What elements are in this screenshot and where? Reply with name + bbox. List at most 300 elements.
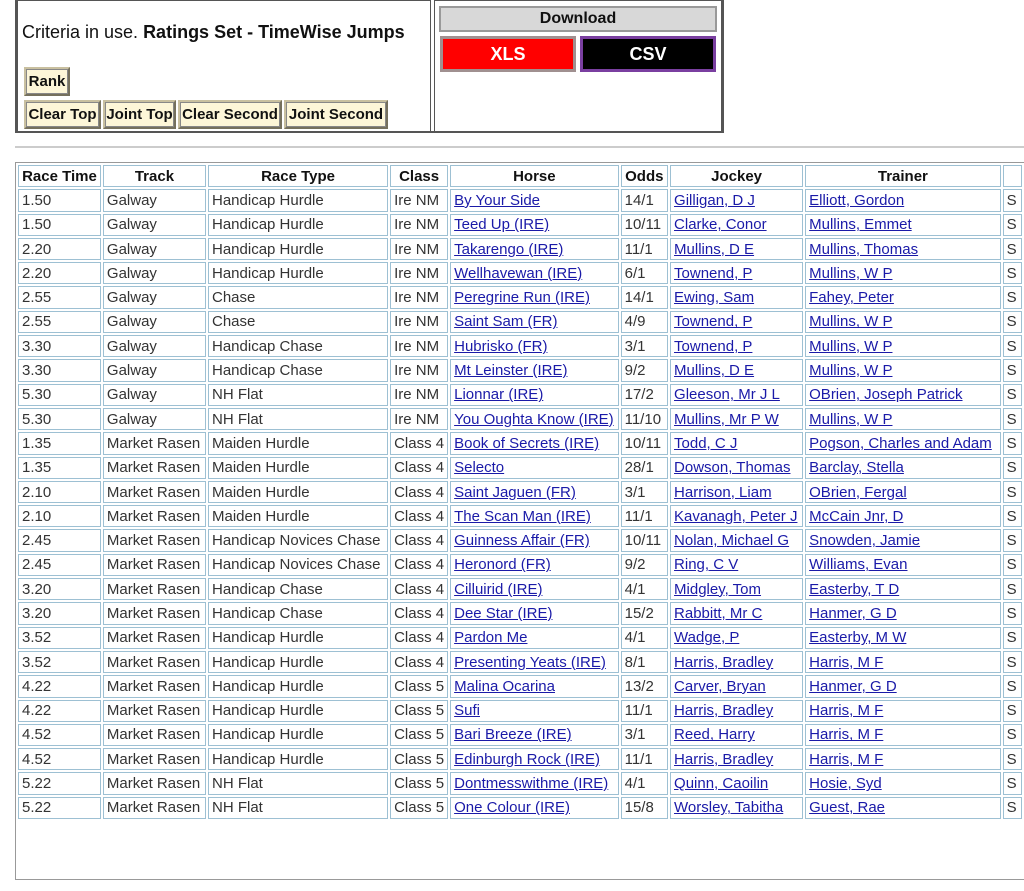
table-row [18,457,1022,479]
criteria-text [22,22,405,43]
horse-cell [450,724,619,746]
header-trainer[interactable]: Trainer [805,165,1000,187]
extra-cell: S [1003,505,1022,527]
jockey-cell [670,214,803,236]
track-cell: Galway [103,359,206,381]
extra-cell: S [1003,214,1022,236]
jockey-cell [670,748,803,770]
horse-link[interactable]: The Scan Man (IRE) [454,507,591,525]
header-race-time[interactable]: Race Time [18,165,101,187]
jockey-link[interactable]: Mullins, Mr P W [674,410,779,428]
odds-cell: 10/11 [621,214,668,236]
horse-link[interactable]: Saint Jaguen (FR) [454,483,576,501]
extra-cell: S [1003,189,1022,211]
jockey-link[interactable]: Harris, Bradley [674,653,774,671]
track-cell: Market Rasen [103,602,206,624]
horse-link[interactable]: Saint Sam (FR) [454,313,558,331]
header-extra[interactable] [1003,165,1022,187]
trainer-link[interactable]: Pogson, Charles and Adam [809,434,992,452]
jockey-link[interactable]: Clarke, Conor [674,216,767,234]
race-type-cell: Handicap Hurdle [208,675,388,697]
trainer-link[interactable]: Snowden, Jamie [809,532,921,550]
extra-cell: S [1003,772,1022,794]
trainer-link[interactable]: Harris, M F [809,702,884,720]
jockey-cell [670,335,803,357]
jockey-link[interactable]: Worsley, Tabitha [674,799,784,817]
horse-link[interactable]: Pardon Me [454,629,528,647]
race-type-cell: Handicap Hurdle [208,651,388,673]
jockey-cell [670,724,803,746]
trainer-cell [805,286,1000,308]
trainer-link[interactable]: Mullins, Thomas [809,240,919,258]
odds-cell: 14/1 [621,286,668,308]
race-time-cell: 1.50 [18,214,101,236]
odds-cell: 11/1 [621,238,668,260]
horse-cell [450,189,619,211]
trainer-link[interactable]: OBrien, Joseph Patrick [809,386,963,404]
horse-link[interactable]: Peregrine Run (IRE) [454,289,590,307]
track-cell: Galway [103,335,206,357]
track-cell: Galway [103,286,206,308]
trainer-link[interactable]: Guest, Rae [809,799,886,817]
horse-cell [450,578,619,600]
trainer-cell [805,724,1000,746]
criteria-prefix: Criteria in use. [22,22,139,42]
horse-link[interactable]: Bari Breeze (IRE) [454,726,572,744]
horse-link[interactable]: Takarengo (IRE) [454,240,564,258]
extra-cell: S [1003,797,1022,819]
trainer-cell [805,457,1000,479]
horse-cell [450,772,619,794]
trainer-cell [805,602,1000,624]
trainer-cell [805,505,1000,527]
class-cell: Ire NM [390,214,448,236]
trainer-link[interactable]: Williams, Evan [809,556,908,574]
race-type-cell: Maiden Hurdle [208,457,388,479]
horse-cell [450,457,619,479]
horse-link[interactable]: Selecto [454,459,505,477]
jockey-cell [670,797,803,819]
race-type-cell: Handicap Chase [208,578,388,600]
track-cell: Market Rasen [103,505,206,527]
class-cell: Ire NM [390,311,448,333]
race-type-cell: Handicap Hurdle [208,214,388,236]
table-row [18,214,1022,236]
track-cell: Market Rasen [103,554,206,576]
horse-link[interactable]: Malina Ocarina [454,677,555,695]
odds-cell: 3/1 [621,335,668,357]
race-time-cell: 5.30 [18,408,101,430]
trainer-link[interactable]: Hosie, Syd [809,775,882,793]
header-class[interactable]: Class [390,165,448,187]
extra-cell: S [1003,457,1022,479]
table-row [18,675,1022,697]
header-race-type[interactable]: Race Type [208,165,388,187]
jockey-link[interactable]: Reed, Harry [674,726,755,744]
horse-cell [450,286,619,308]
jockey-cell [670,311,803,333]
table-row [18,335,1022,357]
results-table-body [18,189,1022,819]
horse-cell [450,262,619,284]
jockey-link[interactable]: Harris, Bradley [674,702,774,720]
extra-cell: S [1003,602,1022,624]
header-jockey[interactable]: Jockey [670,165,803,187]
trainer-link[interactable]: Mullins, W P [809,264,893,282]
race-time-cell: 2.45 [18,554,101,576]
race-type-cell: Handicap Hurdle [208,189,388,211]
race-type-cell: Handicap Hurdle [208,627,388,649]
extra-cell: S [1003,700,1022,722]
extra-cell: S [1003,359,1022,381]
race-type-cell: Handicap Chase [208,335,388,357]
jockey-link[interactable]: Kavanagh, Peter J [674,507,798,525]
trainer-link[interactable]: Elliott, Gordon [809,191,905,209]
extra-cell: S [1003,481,1022,503]
table-row [18,359,1022,381]
race-time-cell: 1.50 [18,189,101,211]
horse-link[interactable]: Guinness Affair (FR) [454,532,590,550]
jockey-link[interactable]: Midgley, Tom [674,580,762,598]
track-cell: Market Rasen [103,578,206,600]
jockey-cell [670,189,803,211]
jockey-cell [670,651,803,673]
trainer-link[interactable]: Barclay, Stella [809,459,904,477]
odds-cell: 13/2 [621,675,668,697]
joint-top-button[interactable]: Joint Top [103,100,176,129]
trainer-link[interactable]: Mullins, W P [809,410,893,428]
trainer-link[interactable]: Mullins, Emmet [809,216,912,234]
jockey-link[interactable]: Todd, C J [674,434,738,452]
odds-cell: 11/10 [621,408,668,430]
track-cell: Galway [103,189,206,211]
class-cell: Class 4 [390,627,448,649]
track-cell: Galway [103,311,206,333]
race-type-cell: Handicap Hurdle [208,700,388,722]
race-type-cell: Maiden Hurdle [208,505,388,527]
extra-cell: S [1003,675,1022,697]
horse-link[interactable]: Book of Secrets (IRE) [454,434,600,452]
track-cell: Market Rasen [103,748,206,770]
horse-link[interactable]: Mt Leinster (IRE) [454,362,568,380]
trainer-link[interactable]: OBrien, Fergal [809,483,907,501]
horse-cell [450,554,619,576]
race-type-cell: NH Flat [208,797,388,819]
jockey-cell [670,505,803,527]
race-time-cell: 2.55 [18,311,101,333]
class-cell: Class 5 [390,772,448,794]
odds-cell: 9/2 [621,359,668,381]
horse-cell [450,214,619,236]
trainer-cell [805,238,1000,260]
trainer-link[interactable]: Fahey, Peter [809,289,894,307]
jockey-link[interactable]: Quinn, Caoilin [674,775,769,793]
class-cell: Class 4 [390,432,448,454]
odds-cell: 9/2 [621,554,668,576]
race-time-cell: 3.30 [18,335,101,357]
trainer-link[interactable]: Mullins, W P [809,313,893,331]
class-cell: Ire NM [390,238,448,260]
track-cell: Market Rasen [103,457,206,479]
race-time-cell: 5.22 [18,772,101,794]
jockey-cell [670,700,803,722]
table-row [18,797,1022,819]
race-time-cell: 3.52 [18,627,101,649]
clear-second-button[interactable]: Clear Second [178,100,282,129]
jockey-link[interactable]: Townend, P [674,337,753,355]
extra-cell: S [1003,627,1022,649]
jockey-cell [670,408,803,430]
track-cell: Market Rasen [103,700,206,722]
race-type-cell: Maiden Hurdle [208,432,388,454]
trainer-cell [805,627,1000,649]
horse-link[interactable]: Wellhavewan (IRE) [454,264,583,282]
jockey-cell [670,457,803,479]
race-type-cell: NH Flat [208,384,388,406]
track-cell: Market Rasen [103,627,206,649]
jockey-link[interactable]: Harris, Bradley [674,750,774,768]
horse-cell [450,651,619,673]
extra-cell: S [1003,286,1022,308]
horse-link[interactable]: Cilluirid (IRE) [454,580,543,598]
table-header-row [18,165,1022,187]
trainer-link[interactable]: Mullins, W P [809,362,893,380]
horse-cell [450,700,619,722]
table-row [18,262,1022,284]
horse-link[interactable]: Edinburgh Rock (IRE) [454,750,601,768]
horse-link[interactable]: Hubrisko (FR) [454,337,548,355]
trainer-cell [805,748,1000,770]
race-time-cell: 2.55 [18,286,101,308]
rank-button[interactable]: Rank [24,67,70,96]
odds-cell: 3/1 [621,724,668,746]
table-row [18,748,1022,770]
horse-link[interactable]: Heronord (FR) [454,556,551,574]
horse-cell [450,432,619,454]
horse-cell [450,748,619,770]
jockey-cell [670,602,803,624]
race-time-cell: 1.35 [18,457,101,479]
trainer-cell [805,651,1000,673]
table-row [18,505,1022,527]
jockey-link[interactable]: Dowson, Thomas [674,459,791,477]
horse-link[interactable]: Dee Star (IRE) [454,604,553,622]
trainer-link[interactable]: Harris, M F [809,750,884,768]
odds-cell: 6/1 [621,262,668,284]
trainer-cell [805,189,1000,211]
clear-top-button[interactable]: Clear Top [24,100,101,129]
class-cell: Class 4 [390,529,448,551]
table-row [18,286,1022,308]
horse-cell [450,359,619,381]
results-table-wrapper[interactable] [16,163,1024,878]
jockey-link[interactable]: Mullins, D E [674,240,755,258]
ratings-set-label: Ratings Set - TimeWise Jumps [143,22,405,42]
odds-cell: 11/1 [621,748,668,770]
jockey-cell [670,481,803,503]
header-track[interactable]: Track [103,165,206,187]
joint-second-button[interactable]: Joint Second [284,100,388,129]
odds-cell: 4/1 [621,627,668,649]
track-cell: Market Rasen [103,481,206,503]
table-row [18,700,1022,722]
horse-cell [450,675,619,697]
xls-download-button[interactable]: XLS [440,36,576,72]
horse-link[interactable]: Teed Up (IRE) [454,216,550,234]
race-type-cell: NH Flat [208,772,388,794]
header-horse[interactable]: Horse [450,165,619,187]
jockey-link[interactable]: Ring, C V [674,556,739,574]
jockey-link[interactable]: Rabbitt, Mr C [674,604,763,622]
race-time-cell: 3.30 [18,359,101,381]
horse-cell [450,529,619,551]
horse-link[interactable]: Sufi [454,702,480,720]
race-time-cell: 2.10 [18,505,101,527]
trainer-cell [805,335,1000,357]
horse-link[interactable]: You Oughta Know (IRE) [454,410,614,428]
track-cell: Market Rasen [103,432,206,454]
extra-cell: S [1003,432,1022,454]
odds-cell: 15/8 [621,797,668,819]
race-type-cell: Handicap Hurdle [208,724,388,746]
table-row [18,627,1022,649]
horse-cell [450,384,619,406]
odds-cell: 15/2 [621,602,668,624]
horse-link[interactable]: Lionnar (IRE) [454,386,544,404]
trainer-link[interactable]: Hanmer, G D [809,677,897,695]
race-time-cell: 4.22 [18,700,101,722]
horse-link[interactable]: By Your Side [454,191,541,209]
horse-cell [450,627,619,649]
trainer-cell [805,554,1000,576]
class-cell: Ire NM [390,408,448,430]
table-row [18,238,1022,260]
class-cell: Class 4 [390,651,448,673]
track-cell: Market Rasen [103,724,206,746]
horse-cell [450,602,619,624]
trainer-cell [805,675,1000,697]
trainer-link[interactable]: Mullins, W P [809,337,893,355]
jockey-link[interactable]: Nolan, Michael G [674,532,790,550]
race-type-cell: NH Flat [208,408,388,430]
table-row [18,578,1022,600]
header-odds[interactable]: Odds [621,165,668,187]
table-row [18,384,1022,406]
trainer-link[interactable]: Harris, M F [809,653,884,671]
jockey-link[interactable]: Gilligan, D J [674,191,755,209]
race-time-cell: 2.20 [18,262,101,284]
track-cell: Market Rasen [103,529,206,551]
csv-download-button[interactable]: CSV [580,36,716,72]
trainer-cell [805,262,1000,284]
class-cell: Ire NM [390,189,448,211]
track-cell: Galway [103,408,206,430]
jockey-cell [670,432,803,454]
extra-cell: S [1003,384,1022,406]
horse-cell [450,311,619,333]
class-cell: Ire NM [390,335,448,357]
odds-cell: 17/2 [621,384,668,406]
download-title: Download [439,6,717,32]
track-cell: Galway [103,262,206,284]
track-cell: Galway [103,214,206,236]
table-row [18,481,1022,503]
horse-cell [450,481,619,503]
trainer-link[interactable]: Harris, M F [809,726,884,744]
race-type-cell: Handicap Hurdle [208,748,388,770]
jockey-cell [670,675,803,697]
trainer-link[interactable]: Easterby, M W [809,629,907,647]
jockey-link[interactable]: Townend, P [674,264,753,282]
class-cell: Ire NM [390,384,448,406]
jockey-link[interactable]: Townend, P [674,313,753,331]
extra-cell: S [1003,724,1022,746]
table-row [18,189,1022,211]
jockey-link[interactable]: Mullins, D E [674,362,755,380]
jockey-cell [670,529,803,551]
divider [15,146,1024,148]
jockey-cell [670,627,803,649]
jockey-link[interactable]: Harrison, Liam [674,483,772,501]
track-cell: Market Rasen [103,772,206,794]
trainer-cell [805,359,1000,381]
jockey-link[interactable]: Wadge, P [674,629,740,647]
jockey-link[interactable]: Ewing, Sam [674,289,755,307]
class-cell: Class 5 [390,675,448,697]
race-time-cell: 3.52 [18,651,101,673]
race-type-cell: Chase [208,311,388,333]
odds-cell: 8/1 [621,651,668,673]
race-time-cell: 1.35 [18,432,101,454]
horse-link[interactable]: Dontmesswithme (IRE) [454,775,609,793]
class-cell: Ire NM [390,262,448,284]
race-type-cell: Handicap Hurdle [208,238,388,260]
odds-cell: 4/1 [621,578,668,600]
odds-cell: 11/1 [621,505,668,527]
race-time-cell: 2.20 [18,238,101,260]
trainer-cell [805,214,1000,236]
jockey-link[interactable]: Gleeson, Mr J L [674,386,780,404]
trainer-cell [805,700,1000,722]
trainer-link[interactable]: Easterby, T D [809,580,900,598]
table-row [18,651,1022,673]
race-time-cell: 4.52 [18,724,101,746]
class-cell: Class 4 [390,505,448,527]
horse-cell [450,797,619,819]
trainer-cell [805,311,1000,333]
odds-cell: 4/1 [621,772,668,794]
extra-cell: S [1003,238,1022,260]
class-cell: Class 4 [390,602,448,624]
race-time-cell: 3.20 [18,578,101,600]
table-row [18,408,1022,430]
horse-cell [450,238,619,260]
trainer-link[interactable]: McCain Jnr, D [809,507,904,525]
race-type-cell: Handicap Chase [208,602,388,624]
jockey-cell [670,262,803,284]
table-row [18,602,1022,624]
table-row [18,772,1022,794]
odds-cell: 3/1 [621,481,668,503]
race-type-cell: Chase [208,286,388,308]
trainer-link[interactable]: Hanmer, G D [809,604,897,622]
jockey-link[interactable]: Carver, Bryan [674,677,766,695]
horse-link[interactable]: One Colour (IRE) [454,799,570,817]
race-time-cell: 4.52 [18,748,101,770]
horse-link[interactable]: Presenting Yeats (IRE) [454,653,606,671]
horse-cell [450,335,619,357]
table-row [18,529,1022,551]
